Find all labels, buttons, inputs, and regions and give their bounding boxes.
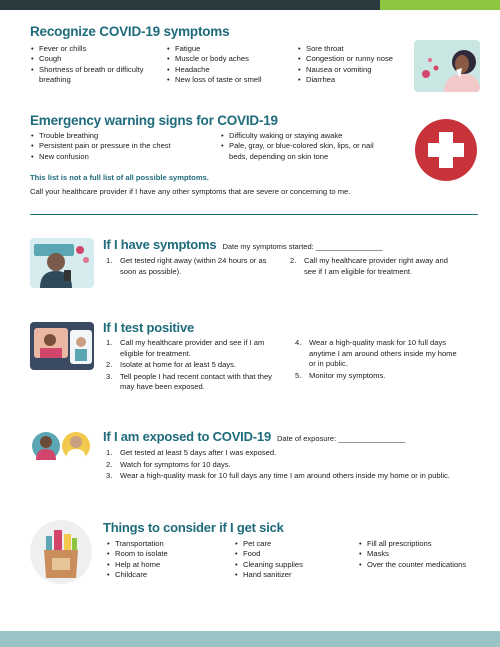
consider-list-1 — [106, 539, 231, 581]
have-symptoms-title — [103, 237, 383, 252]
list-item: 1. Get tested at least 5 days after I was exposed. — [106, 448, 277, 457]
video-call-illustration — [30, 322, 94, 370]
list-item: 5. Monitor my symptoms. — [295, 370, 386, 380]
symptoms-list-3 — [297, 44, 412, 86]
list-item: • Pet care — [234, 539, 349, 549]
list-item: • Fill all prescriptions — [358, 539, 483, 549]
list-item: 3. Wear a high-quality mask for 10 full days any time I am around others inside my home or in public. — [106, 471, 450, 481]
list-item: • Persistent pain or pressure in the chest — [30, 141, 220, 151]
list-item: • Help at home — [106, 560, 231, 570]
list-item: • Nausea or vomiting — [297, 65, 412, 75]
top-bar-accent — [380, 0, 500, 10]
list-item: 4. Wear a high-quality mask for 10 full days anytime I am around others inside my home or in public. — [295, 338, 457, 369]
warning-note: Call your healthcare provider if I have any other symptoms that are severe or concerning to me. — [30, 187, 351, 196]
list-item: • Diarrhea — [297, 75, 412, 85]
exposure-date: Date of exposure: ________________ — [276, 434, 406, 443]
list-item: • Transportation — [106, 539, 231, 549]
consider-title: Things to consider if I get sick — [103, 520, 284, 535]
warning-note-bold: This list is not a full list of all possible symptoms. — [30, 173, 209, 182]
list-item: • Difficulty waking or staying awake — [220, 131, 390, 141]
symptom-start-date: Date my symptoms started: ________________ — [222, 242, 383, 251]
exposed-heading: If I am exposed to COVID-19 — [103, 429, 271, 444]
test-positive-list-1 — [106, 338, 284, 394]
have-symptoms-list-2 — [290, 256, 460, 278]
list-item: 1. Get tested right away (within 24 hours or as soon as possible). — [106, 256, 267, 276]
list-item: • Headache — [166, 65, 291, 75]
list-item: • Cough — [30, 54, 160, 64]
list-item: • Fever or chills — [30, 44, 160, 54]
list-item: • Muscle or body aches — [166, 54, 291, 64]
list-item: • Sore throat — [297, 44, 412, 54]
list-item: • Food — [234, 549, 349, 559]
footer-bar — [0, 631, 500, 647]
phone-call-illustration — [30, 428, 94, 468]
sick-person-illustration — [414, 40, 480, 92]
list-item: • Shortness of breath or difficulty breathing — [30, 65, 160, 86]
list-item: • Fatigue — [166, 44, 291, 54]
red-cross-icon — [414, 118, 478, 182]
list-item: • New loss of taste or smell — [166, 75, 291, 85]
warning-title: Emergency warning signs for COVID-19 — [30, 113, 278, 128]
list-item: • Childcare — [106, 570, 231, 580]
symptoms-list-1 — [30, 44, 160, 86]
list-item: • Masks — [358, 549, 483, 559]
consider-list-2 — [234, 539, 349, 581]
doctor-phone-illustration — [30, 238, 94, 288]
list-item: • Pale, gray, or blue-colored skin, lips, or nail beds, depending on skin tone — [220, 141, 390, 162]
warning-list-2 — [220, 131, 390, 162]
symptoms-title: Recognize COVID-19 symptoms — [30, 24, 230, 39]
list-item: • Over the counter medications — [358, 560, 483, 570]
grocery-bag-illustration — [30, 520, 92, 584]
test-positive-list-2 — [295, 338, 465, 382]
warning-list-1 — [30, 131, 220, 162]
top-bar — [0, 0, 500, 10]
list-item: • Congestion or runny nose — [297, 54, 412, 64]
exposed-list — [106, 448, 476, 483]
list-item: 2. Isolate at home for at least 5 days. — [106, 360, 237, 370]
list-item: 1. Call my healthcare provider and see if I am eligible for treatment. — [106, 338, 265, 358]
section-divider — [30, 214, 478, 215]
list-item: • Hand sanitizer — [234, 570, 349, 580]
list-item: • Room to isolate — [106, 549, 231, 559]
test-positive-title: If I test positive — [103, 320, 195, 335]
list-item: 2. Call my healthcare provider right away and see if I am eligible for treatment. — [290, 256, 448, 276]
list-item: • Cleaning supplies — [234, 560, 349, 570]
list-item: 2. Watch for symptoms for 10 days. — [106, 459, 231, 469]
symptoms-list-2 — [166, 44, 291, 86]
list-item: • Trouble breathing — [30, 131, 220, 141]
list-item: 3. Tell people I had recent contact with that they may have been exposed. — [106, 371, 272, 392]
exposed-title — [103, 429, 405, 444]
have-symptoms-list-1 — [106, 256, 276, 278]
consider-list-3 — [358, 539, 483, 570]
have-symptoms-heading: If I have symptoms — [103, 237, 217, 252]
list-item: • New confusion — [30, 152, 220, 162]
